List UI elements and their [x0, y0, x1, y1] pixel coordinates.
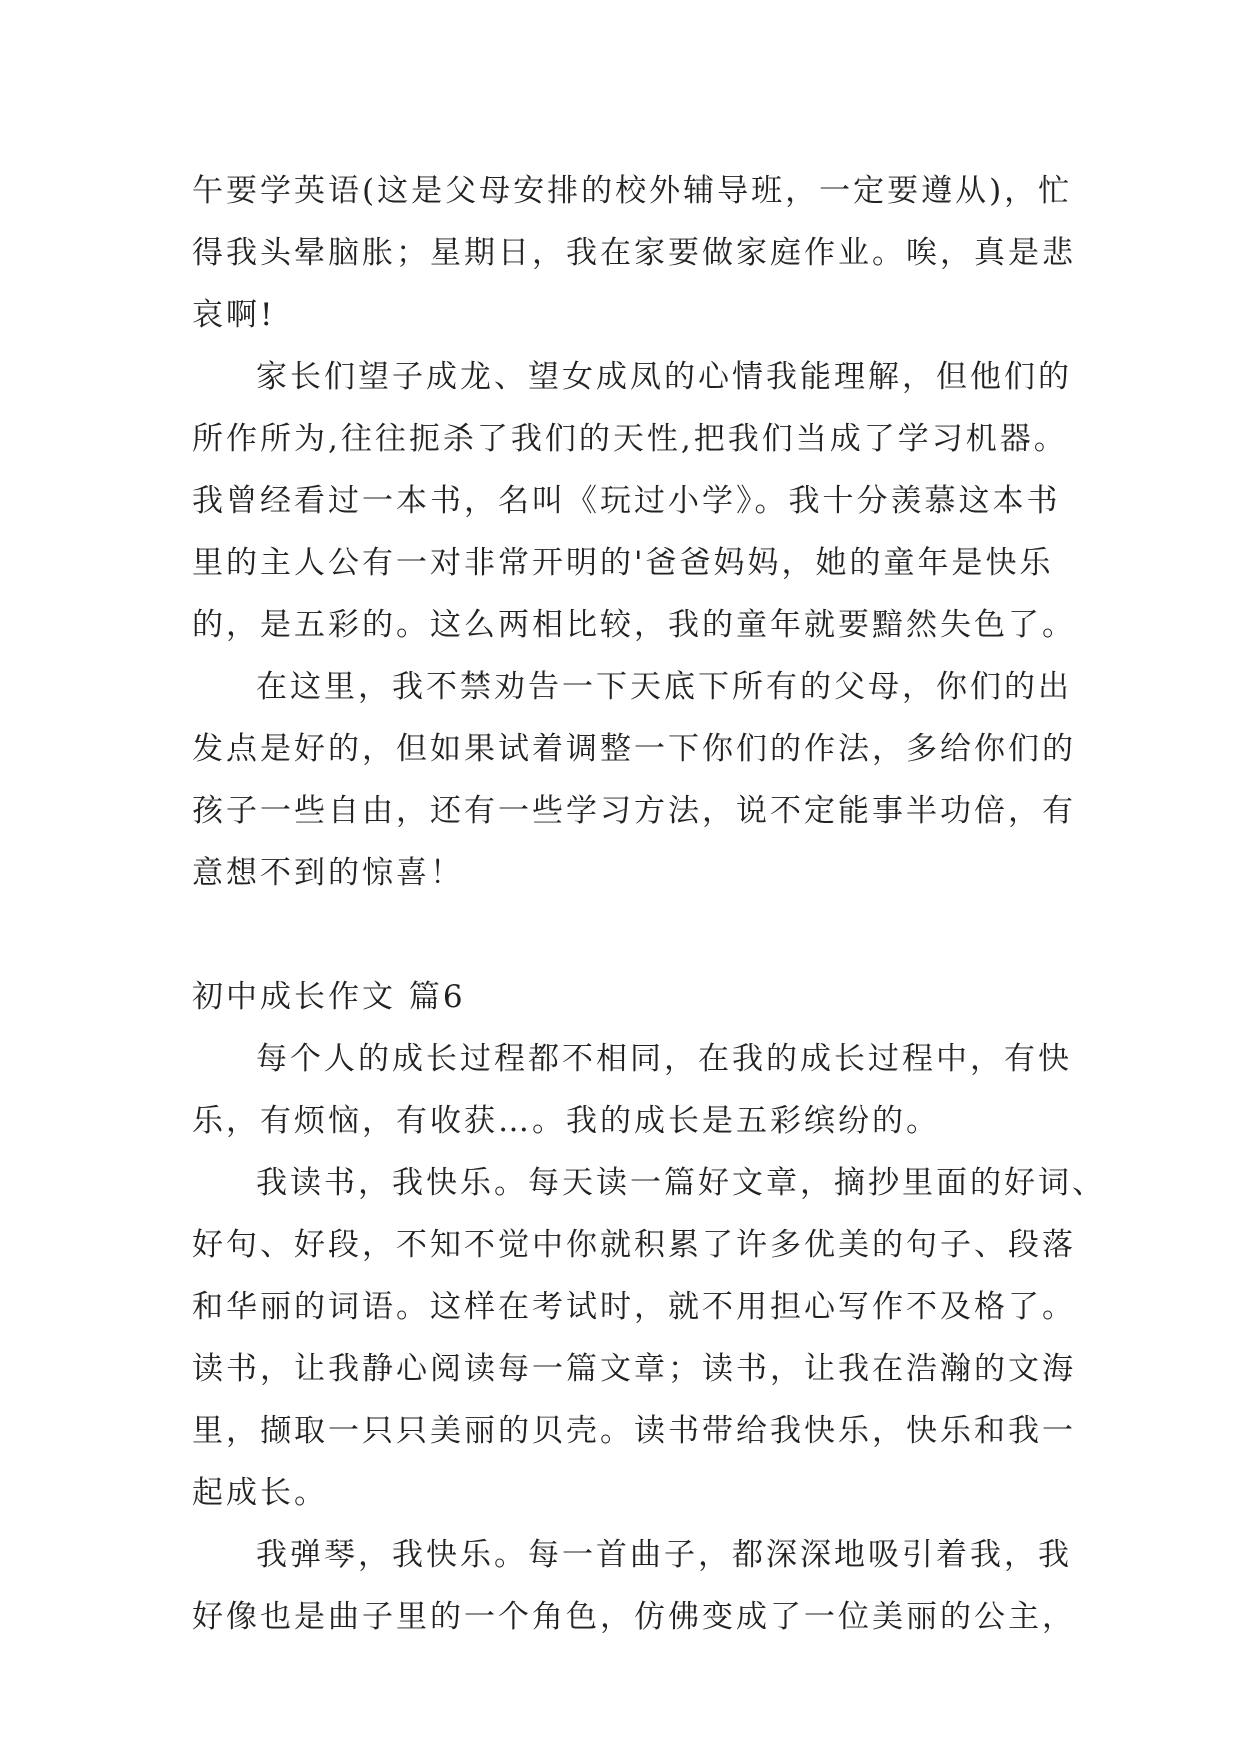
section-gap	[192, 904, 1062, 966]
paragraph	[192, 1028, 1072, 1152]
text-line: 家长们望子成龙、望女成凤的心情我能理解，但他们的	[256, 359, 1072, 395]
text-line: 里，撷取一只只美丽的贝壳。读书带给我快乐，快乐和我一	[192, 1413, 1076, 1449]
text-line: 我读书，我快乐。每天读一篇好文章，摘抄里面的好词、	[256, 1165, 1106, 1201]
text-line: 好句、好段，不知不觉中你就积累了许多优美的句子、段落	[192, 1227, 1076, 1263]
text-line: 起成长。	[192, 1475, 328, 1511]
text-line: 意想不到的惊喜！	[192, 855, 464, 891]
text-line: 我弹琴，我快乐。每一首曲子，都深深地吸引着我，我	[256, 1537, 1072, 1573]
text-line: 我曾经看过一本书，名叫《玩过小学》。我十分羡慕这本书	[192, 483, 1061, 519]
paragraph	[192, 1152, 1106, 1524]
text-line: 里的主人公有一对非常开明的'爸爸妈妈，她的童年是快乐	[192, 545, 1054, 581]
text-line: 哀啊!	[192, 297, 276, 333]
paragraph	[192, 1524, 1076, 1648]
text-line: 午要学英语(这是父母安排的校外辅导班，一定要遵从)，忙	[192, 173, 1073, 209]
text-line: 的，是五彩的。这么两相比较，我的童年就要黯然失色了。	[192, 607, 1076, 643]
paragraph	[192, 656, 1076, 904]
text-line: 读书，让我静心阅读每一篇文章；读书，让我在浩瀚的文海	[192, 1351, 1076, 1387]
text-line: 乐，有烦恼，有收获…。我的成长是五彩缤纷的。	[192, 1103, 940, 1139]
text-line: 孩子一些自由，还有一些学习方法，说不定能事半功倍，有	[192, 793, 1076, 829]
text-line: 好像也是曲子里的一个角色，仿佛变成了一位美丽的公主，	[192, 1599, 1076, 1635]
text-line: 每个人的成长过程都不相同，在我的成长过程中，有快	[256, 1041, 1072, 1077]
section-heading: 初中成长作文 篇6	[192, 979, 466, 1015]
text-line: 和华丽的词语。这样在考试时，就不用担心写作不及格了。	[192, 1289, 1076, 1325]
paragraph	[192, 160, 1076, 346]
text-line: 发点是好的，但如果试着调整一下你们的作法，多给你们的	[192, 731, 1076, 767]
paragraph	[192, 346, 1076, 656]
text-line: 在这里，我不禁劝告一下天底下所有的父母，你们的出	[256, 669, 1072, 705]
text-line: 所作所为,往往扼杀了我们的天性,把我们当成了学习机器。	[192, 421, 1068, 457]
text-line: 得我头晕脑胀；星期日，我在家要做家庭作业。唉，真是悲	[192, 235, 1076, 271]
document-body	[192, 160, 1106, 1648]
